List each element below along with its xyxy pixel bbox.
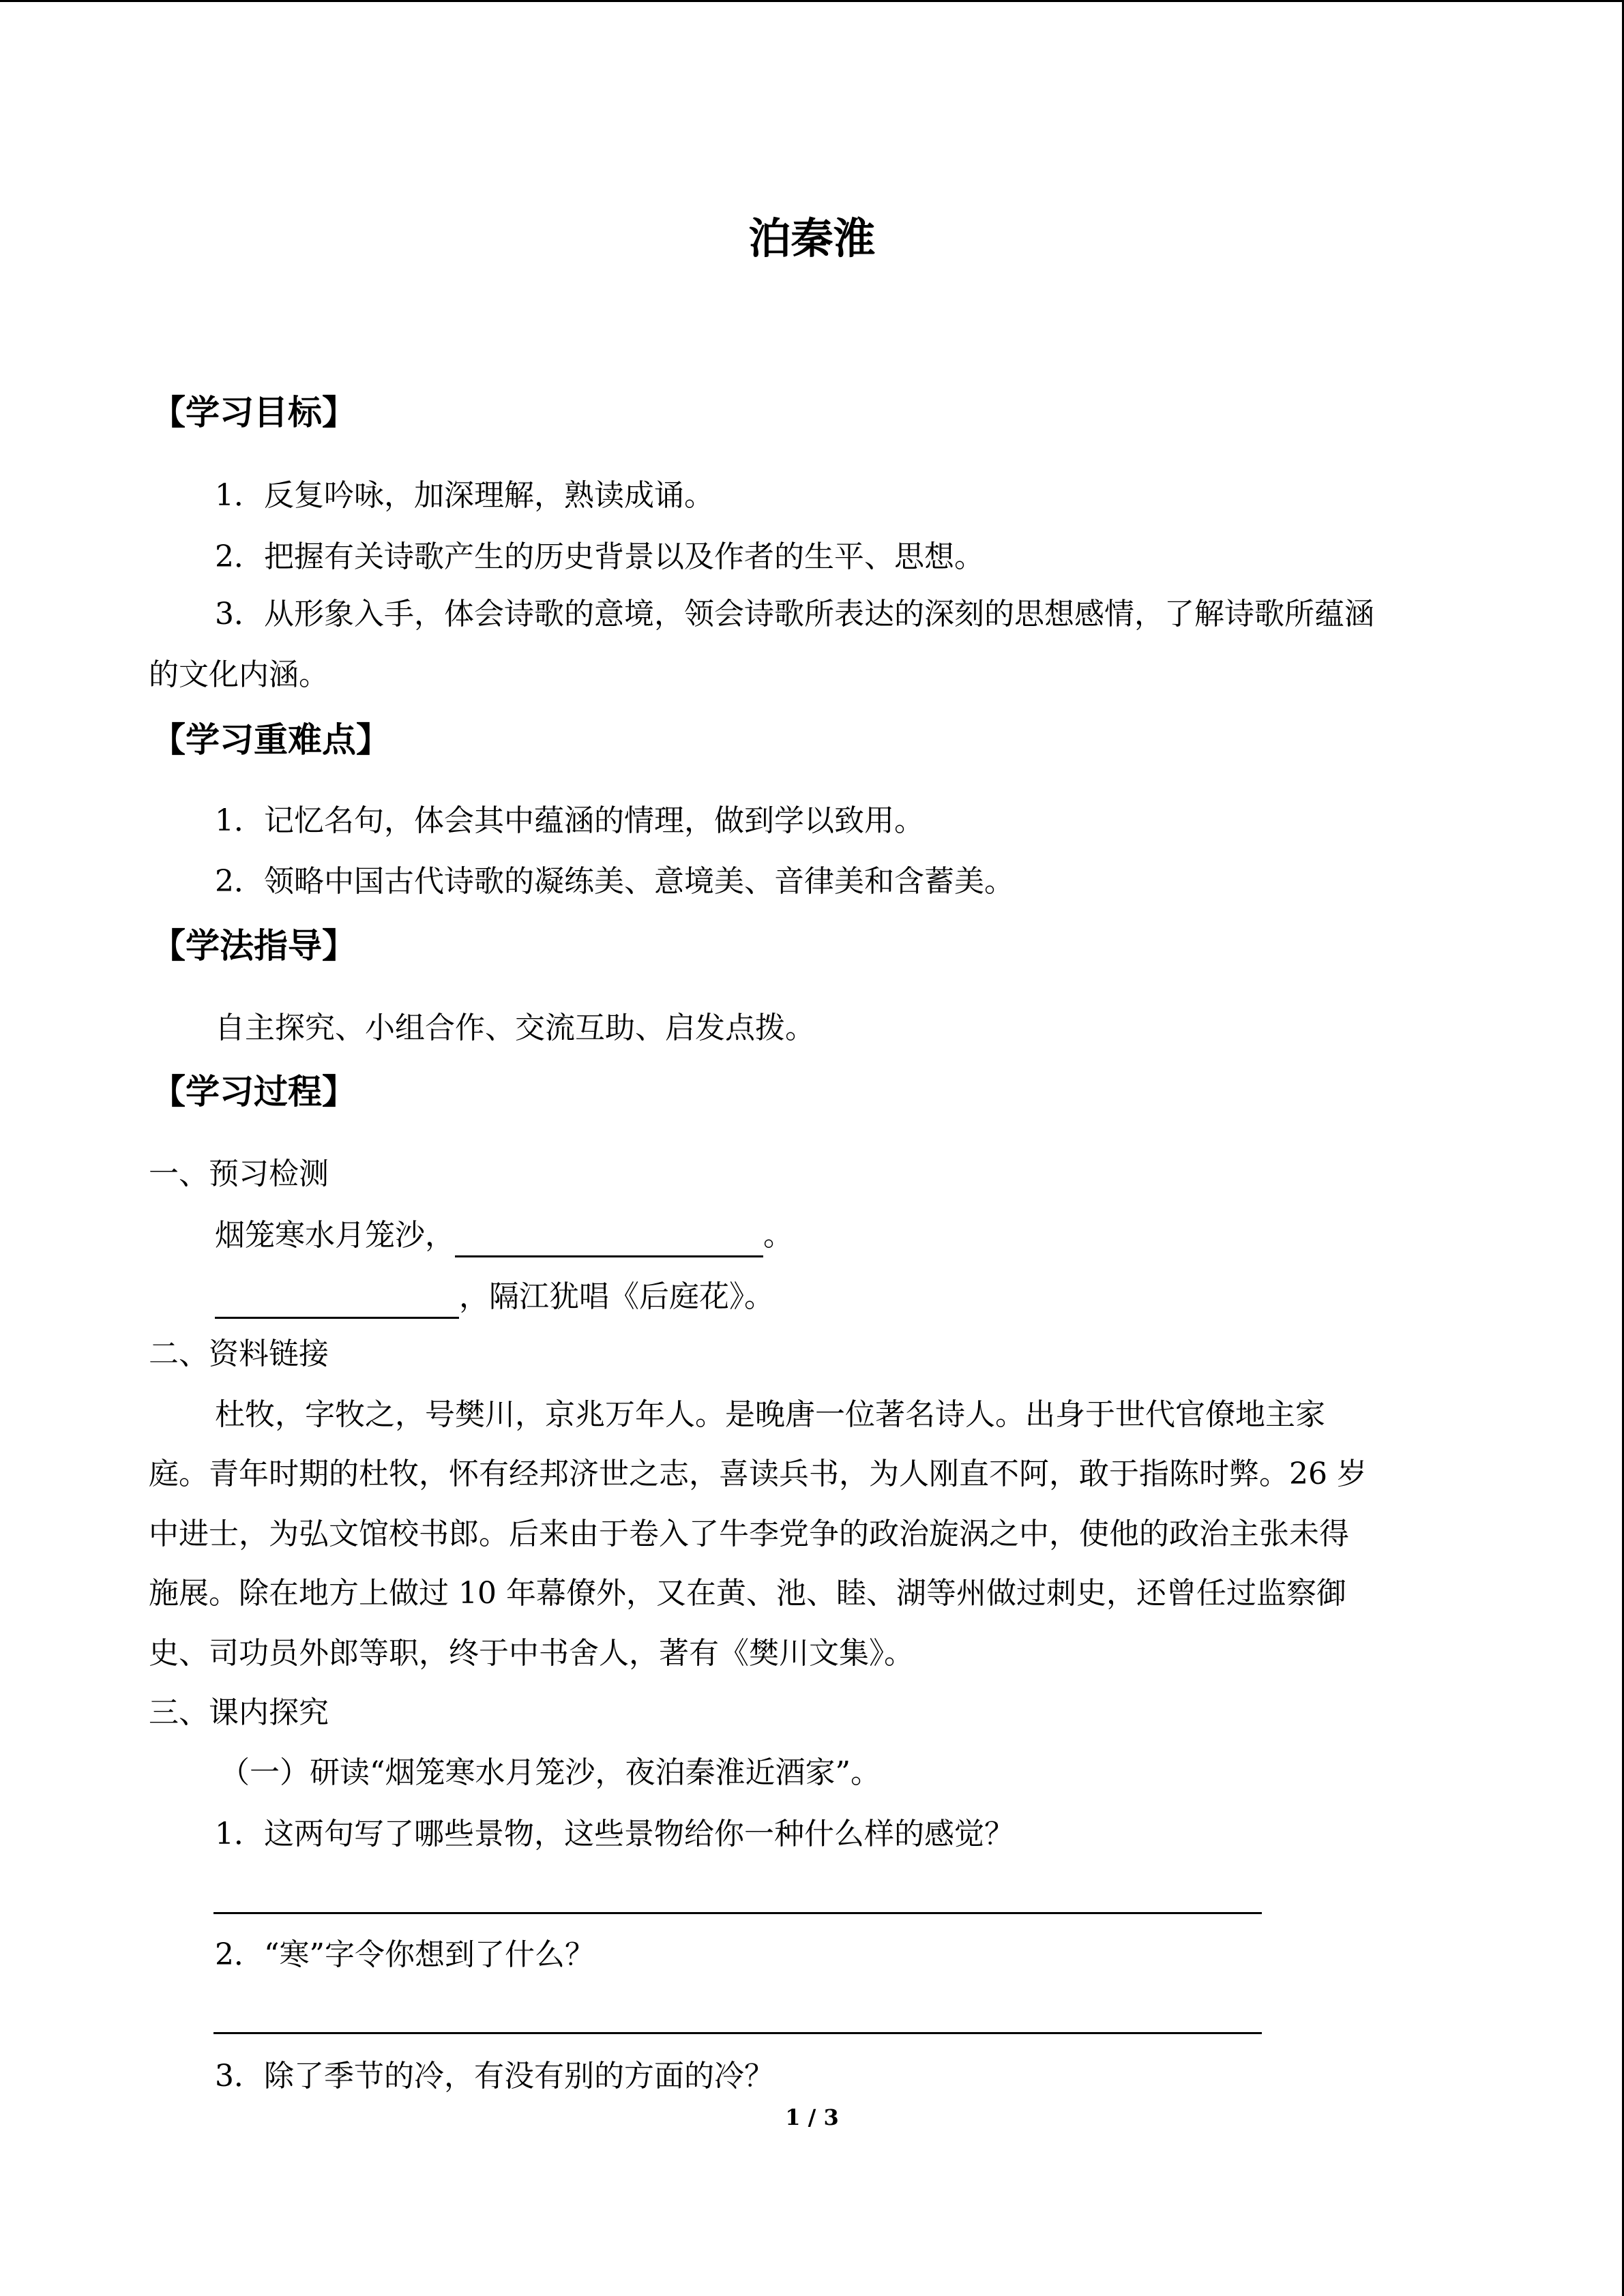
goal-item-2: 2．把握有关诗歌产生的历史背景以及作者的生平、思想。	[215, 539, 984, 574]
background-line-5: 史、司功员外郎等职，终于中书舍人，著有《樊川文集》。	[149, 1636, 914, 1671]
question-3: 3．除了季节的冷，有没有别的方面的冷？	[215, 2059, 774, 2093]
preview-line-2	[215, 1275, 774, 1319]
goals-heading: 【学习目标】	[151, 393, 356, 432]
preview-line-1	[215, 1214, 793, 1257]
preview-line-2-text: ，隔江犹唱《后庭花》。	[459, 1279, 774, 1314]
method-text: 自主探究、小组合作、交流互助、启发点拨。	[215, 1011, 815, 1045]
page-border-top	[0, 0, 1624, 2]
process-heading: 【学习过程】	[151, 1072, 356, 1112]
key-point-item-1: 1．记忆名句，体会其中蕴涵的情理，做到学以致用。	[215, 803, 924, 838]
goal-item-3-line-1: 3．从形象入手，体会诗歌的意境，领会诗歌所表达的深刻的思想感情，了解诗歌所蕴涵	[215, 597, 1374, 631]
preview-line-1-text: 烟笼寒水月笼沙，	[215, 1218, 455, 1253]
background-heading: 二、资料链接	[149, 1337, 329, 1371]
preview-heading: 一、预习检测	[149, 1157, 329, 1191]
question-1: 1．这两句写了哪些景物，这些景物给你一种什么样的感觉？	[215, 1817, 1014, 1851]
fill-blank-2[interactable]	[215, 1281, 459, 1319]
inquiry-subheading: （一）研读“烟笼寒水月笼沙，夜泊秦淮近酒家”。	[220, 1755, 881, 1790]
background-line-3: 中进士，为弘文馆校书郎。后来由于卷入了牛李党争的政治旋涡之中，使他的政治主张未得	[149, 1517, 1349, 1551]
background-line-2: 庭。青年时期的杜牧，怀有经邦济世之志，喜读兵书，为人刚直不阿，敢于指陈时弊。26 岁	[149, 1457, 1367, 1491]
page-title: 泊秦淮	[748, 213, 876, 263]
question-2: 2．“寒”字令你想到了什么？	[215, 1937, 595, 1972]
preview-line-1-end: 。	[763, 1218, 793, 1253]
answer-line-1[interactable]	[213, 1912, 1262, 1914]
background-line-4: 施展。除在地方上做过 10 年幕僚外，又在黄、池、睦、湖等州做过刺史，还曾任过监察御	[149, 1576, 1346, 1611]
key-point-item-2: 2．领略中国古代诗歌的凝练美、意境美、音律美和含蓄美。	[215, 864, 1014, 899]
inquiry-heading: 三、课内探究	[149, 1695, 329, 1730]
background-line-1: 杜牧，字牧之，号樊川，京兆万年人。是晚唐一位著名诗人。出身于世代官僚地主家	[215, 1397, 1325, 1432]
page-number: 1 / 3	[785, 2104, 839, 2130]
goal-item-3-line-2: 的文化内涵。	[149, 657, 329, 692]
key-points-heading: 【学习重难点】	[151, 720, 390, 760]
fill-blank-1[interactable]	[455, 1220, 763, 1257]
method-heading: 【学法指导】	[151, 926, 356, 966]
goal-item-1: 1．反复吟咏，加深理解，熟读成诵。	[215, 478, 714, 513]
answer-line-2[interactable]	[213, 2032, 1262, 2034]
